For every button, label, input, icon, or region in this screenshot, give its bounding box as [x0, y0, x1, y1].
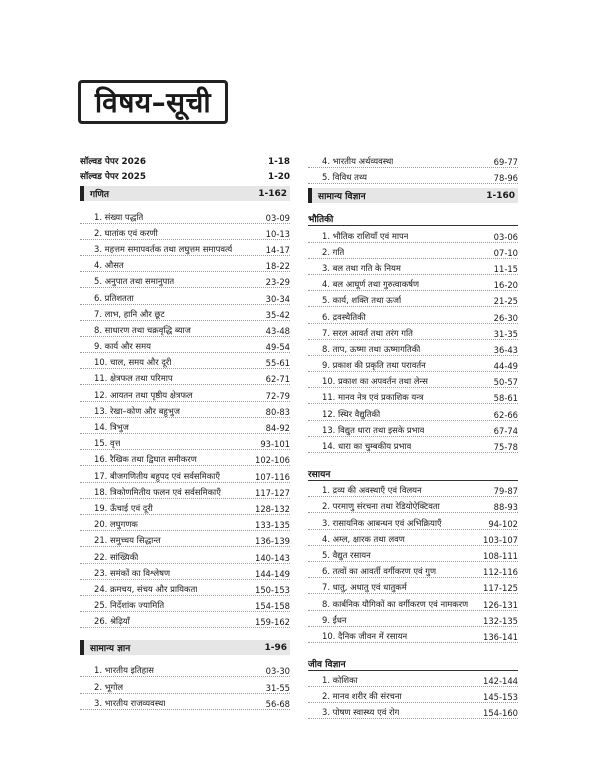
toc-topic: 2. मानव शरीर की संरचना [322, 691, 402, 702]
toc-row[interactable] [308, 703, 518, 719]
toc-topic: 3. भारतीय राजव्यवस्था [94, 697, 166, 708]
toc-topic: 14. त्रिभुज [94, 422, 129, 432]
toc-pages: 03-09 [265, 212, 290, 223]
toc-topic: 2. परमाणु संरचना तथा रेडियोऐक्टिवता [322, 501, 440, 512]
toc-pages: 30-34 [265, 293, 290, 304]
toc-row[interactable] [80, 466, 290, 482]
toc-topic: 5. वैद्युत रसायन [322, 549, 371, 560]
toc-topic: 5. कार्य, शक्ति तथा ऊर्जा [322, 295, 402, 306]
section-title: सामान्य विज्ञान [318, 192, 366, 203]
toc-row[interactable] [308, 259, 518, 275]
toc-row[interactable] [308, 562, 518, 578]
toc-row[interactable] [80, 612, 290, 628]
toc-row[interactable] [308, 611, 518, 627]
toc-row[interactable] [80, 677, 290, 693]
toc-row[interactable] [80, 385, 290, 401]
toc-row[interactable] [308, 421, 518, 437]
subsection-physics: भौतिकी [308, 209, 518, 226]
toc-row[interactable] [308, 243, 518, 259]
toc-topic: 17. बीजगणितीय बहुपद एवं सर्वसमिकाएँ [94, 470, 220, 481]
toc-row[interactable] [80, 224, 290, 240]
toc-topic: 9. प्रकाश की प्रकृति तथा परावर्तन [322, 360, 426, 371]
toc-row[interactable] [80, 256, 290, 272]
toc-topic: 1. द्रव्य की अवस्थाएँ एवं विलयन [322, 485, 422, 496]
page-title: विषय–सूची [94, 86, 212, 119]
toc-row[interactable] [80, 240, 290, 256]
toc-row[interactable] [308, 307, 518, 323]
toc-row[interactable] [308, 481, 518, 497]
toc-row[interactable] [80, 288, 290, 304]
toc-row[interactable] [80, 337, 290, 353]
toc-topic: 4. औसत [94, 260, 124, 271]
toc-topic: 11. क्षेत्रफल तथा परिमाप [94, 373, 173, 384]
paper-pages: 1-20 [267, 172, 290, 183]
toc-pages: 144-149 [255, 568, 290, 579]
toc-topic: 2. घातांक एवं करणी [94, 227, 158, 238]
toc-pages: 80-83 [265, 406, 290, 417]
toc-row[interactable] [308, 437, 518, 453]
toc-topic: 10. दैनिक जीवन में रसायन [322, 630, 408, 641]
toc-pages: 128-132 [255, 503, 290, 514]
toc-pages: 07-10 [493, 247, 518, 258]
toc-pages: 36-43 [493, 344, 518, 355]
toc-pages: 154-158 [255, 601, 290, 612]
toc-pages: 150-153 [255, 584, 290, 595]
toc-pages: 49-54 [265, 342, 290, 353]
toc-row[interactable] [80, 207, 290, 223]
toc-row[interactable] [80, 596, 290, 612]
toc-topic: 3. रासायनिक आबन्धन एवं अभिक्रियाएँ [322, 517, 442, 528]
toc-pages: 154-160 [483, 708, 518, 719]
toc-row[interactable] [80, 499, 290, 515]
toc-row[interactable] [308, 324, 518, 340]
toc-row[interactable] [308, 340, 518, 356]
toc-row[interactable] [308, 388, 518, 404]
paper-row[interactable] [80, 152, 290, 167]
toc-row[interactable] [80, 450, 290, 466]
toc-pages: 132-135 [483, 615, 518, 626]
toc-pages: 117-125 [483, 583, 518, 594]
toc-row[interactable] [308, 168, 518, 184]
toc-pages: 117-127 [255, 487, 290, 498]
paper-pages: 1-18 [267, 157, 290, 168]
toc-topic: 4. भारतीय अर्थव्यवस्था [322, 156, 394, 167]
toc-row[interactable] [80, 694, 290, 710]
toc-row[interactable] [80, 531, 290, 547]
toc-row[interactable] [80, 402, 290, 418]
toc-topic: 2. गति [322, 246, 345, 257]
toc-pages: 31-35 [493, 328, 518, 339]
toc-topic: 8. ताप, ऊष्मा तथा ऊष्मागतिकी [322, 343, 421, 354]
toc-topic: 13. रेखा–कोण और बहुभुज [94, 405, 180, 416]
toc-row[interactable] [80, 418, 290, 434]
section-title: गणित [90, 190, 110, 201]
toc-topic: 8. साधारण तथा चक्रवृद्धि ब्याज [94, 324, 191, 335]
toc-row[interactable] [308, 671, 518, 687]
toc-pages: 67-74 [493, 425, 518, 436]
toc-topic: 12. स्थिर वैद्युतिकी [322, 408, 381, 419]
section-header-gk[interactable] [80, 640, 290, 655]
section-header-science[interactable] [308, 188, 518, 203]
toc-row[interactable] [308, 226, 518, 242]
toc-pages: 43-48 [265, 325, 290, 336]
toc-row[interactable] [308, 530, 518, 546]
toc-pages: 79-87 [493, 486, 518, 497]
toc-row[interactable] [80, 305, 290, 321]
toc-row[interactable] [308, 578, 518, 594]
toc-pages: 72-79 [265, 390, 290, 401]
toc-pages: 140-143 [255, 552, 290, 563]
subsection-chemistry: रसायन [308, 464, 518, 481]
toc-row[interactable] [308, 356, 518, 372]
toc-topic: 14. धारा का चुम्बकीय प्रभाव [322, 441, 412, 451]
paper-row[interactable] [80, 167, 290, 182]
toc-row[interactable] [308, 594, 518, 610]
toc-pages: 62-71 [265, 374, 290, 385]
toc-pages: 44-49 [493, 361, 518, 372]
toc-row[interactable] [308, 275, 518, 291]
toc-pages: 10-13 [265, 228, 290, 239]
toc-pages: 55-61 [265, 358, 290, 369]
toc-row[interactable] [308, 546, 518, 562]
toc-pages: 107-116 [255, 471, 290, 482]
toc-pages: 136-141 [483, 631, 518, 642]
toc-pages: 108-111 [483, 550, 518, 561]
section-pages: 1-162 [258, 188, 287, 199]
toc-topic: 3. बल तथा गति के नियम [322, 262, 401, 273]
toc-topic: 21. समुच्चय सिद्धान्त [94, 535, 161, 546]
biology-topic-list [308, 671, 518, 720]
toc-pages: 94-102 [488, 518, 518, 529]
toc-topic: 6. प्रतिशतता [94, 292, 134, 303]
gk-continued-list [308, 152, 518, 184]
toc-topic: 7. लाभ, हानि और छूट [94, 308, 165, 319]
toc-topic: 10. चाल, समय और दूरी [94, 357, 172, 368]
toc-topic: 3. महत्तम समापवर्तक तथा लघुत्तम समापवर्त्य [94, 243, 233, 254]
toc-row[interactable] [80, 580, 290, 596]
toc-pages: 112-116 [483, 567, 518, 578]
toc-topic: 16. रैखिक तथा द्विघात समीकरण [94, 454, 197, 465]
toc-pages: 21-25 [493, 296, 518, 307]
toc-topic: 19. ऊँचाई एवं दूरी [94, 502, 153, 513]
toc-topic: 3. पोषण स्वास्थ्य एवं रोग [322, 707, 400, 718]
toc-pages: 69-77 [493, 157, 518, 168]
chemistry-topic-list [308, 481, 518, 643]
toc-pages: 88-93 [493, 502, 518, 513]
toc-row[interactable] [80, 547, 290, 563]
toc-row[interactable] [80, 434, 290, 450]
toc-topic: 20. लघुगणक [94, 519, 138, 530]
toc-topic: 24. क्रमचय, संचय और प्रायिकता [94, 583, 198, 594]
toc-pages: 133-135 [255, 520, 290, 531]
toc-row[interactable] [80, 483, 290, 499]
toc-row[interactable] [80, 564, 290, 580]
toc-topic: 6. द्रवस्थैतिकी [322, 311, 366, 322]
toc-row[interactable] [308, 152, 518, 168]
toc-topic: 11. मानव नेत्र एवं प्रकाशिक यन्त्र [322, 392, 424, 403]
toc-pages: 84-92 [265, 423, 290, 433]
toc-topic: 12. आयतन तथा पृष्ठीय क्षेत्रफल [94, 389, 193, 400]
toc-topic: 25. निर्देशांक ज्यामिति [94, 600, 165, 611]
subsection-biology: जीव विज्ञान [308, 654, 518, 671]
toc-pages: 50-57 [493, 377, 518, 388]
toc-topic: 18. त्रिकोणमितीय फलन एवं सर्वसमिकाएँ [94, 486, 221, 497]
toc-topic: 26. श्रेढ़ियाँ [94, 616, 130, 627]
toc-pages: 23-29 [265, 277, 290, 288]
section-pages: 1-160 [486, 190, 515, 201]
section-pages: 1-96 [264, 642, 287, 653]
toc-topic: 15. वृत्त [94, 438, 121, 449]
toc-topic: 2. भूगोल [94, 681, 124, 692]
toc-topic: 9. ईंधन [322, 614, 347, 625]
toc-topic: 13. विद्युत धारा तथा इसके प्रभाव [322, 424, 425, 435]
toc-pages: 78-96 [493, 173, 518, 184]
toc-topic: 22. सांख्यिकी [94, 551, 139, 562]
toc-row[interactable] [308, 291, 518, 307]
toc-topic: 7. सरल आवर्त तथा तरंग गति [322, 327, 413, 338]
toc-row[interactable] [80, 661, 290, 677]
toc-row[interactable] [308, 513, 518, 529]
toc-pages: 31-55 [265, 682, 290, 693]
toc-pages: 142-144 [483, 676, 518, 687]
toc-pages: 18-22 [265, 261, 290, 272]
right-column [308, 152, 518, 719]
toc-row[interactable] [308, 627, 518, 643]
toc-pages: 103-107 [483, 534, 518, 545]
toc-row[interactable] [80, 515, 290, 531]
toc-pages: 62-66 [493, 409, 518, 420]
toc-topic: 10. प्रकाश का अपवर्तन तथा लेन्स [322, 376, 428, 387]
toc-pages: 93-101 [260, 439, 290, 450]
toc-pages: 136-139 [255, 536, 290, 547]
toc-row[interactable] [80, 353, 290, 369]
toc-pages: 145-153 [483, 692, 518, 703]
toc-topic: 4. अम्ल, क्षारक तथा लवण [322, 533, 405, 544]
toc-pages: 159-162 [255, 617, 290, 628]
toc-pages: 58-61 [493, 393, 518, 404]
toc-pages: 102-106 [255, 455, 290, 466]
toc-pages: 26-30 [493, 312, 518, 323]
toc-topic: 1. भौतिक राशियाँ एवं मापन [322, 230, 409, 241]
toc-row[interactable] [80, 272, 290, 288]
paper-label: सॉल्वड पेपर 2026 [80, 157, 146, 168]
toc-pages: 16-20 [493, 280, 518, 291]
toc-row[interactable] [80, 369, 290, 385]
toc-pages: 03-06 [493, 231, 518, 242]
physics-topic-list [308, 226, 518, 453]
left-column [80, 152, 290, 710]
toc-topic: 8. कार्बनिक यौगिकों का वर्गीकरण एवं नामकरण [322, 598, 469, 609]
math-topic-list [80, 207, 290, 628]
toc-pages: 11-15 [493, 263, 518, 274]
section-title: सामान्य ज्ञान [90, 644, 131, 655]
toc-topic: 23. समंकों का विश्लेषण [94, 567, 171, 578]
toc-topic: 4. बल आघूर्ण तथा गुरुत्वाकर्षण [322, 279, 420, 290]
toc-topic: 5. विविध तथ्य [322, 172, 367, 183]
toc-row[interactable] [308, 497, 518, 513]
toc-topic: 7. धातु, अधातु एवं धातुकर्म [322, 582, 407, 593]
toc-pages: 14-17 [265, 244, 290, 255]
toc-topic: 5. अनुपात तथा समानुपात [94, 276, 175, 287]
toc-pages: 35-42 [265, 309, 290, 320]
gk-topic-list [80, 661, 290, 710]
paper-label: सॉल्वड पेपर 2025 [80, 172, 146, 183]
toc-pages: 03-30 [265, 666, 290, 677]
toc-topic: 1. कोशिका [322, 675, 358, 686]
toc-row[interactable] [308, 372, 518, 388]
toc-pages: 75-78 [493, 442, 518, 452]
toc-topic: 6. तत्वों का आवर्ती वर्गीकरण एवं गुण [322, 566, 437, 577]
toc-row[interactable] [308, 687, 518, 703]
toc-pages: 126-131 [483, 599, 518, 610]
toc-pages: 56-68 [265, 698, 290, 709]
toc-topic: 9. कार्य और समय [94, 341, 151, 352]
page-title-box [78, 80, 228, 124]
toc-topic: 1. संख्या पद्धति [94, 211, 144, 222]
toc-row[interactable] [308, 404, 518, 420]
toc-topic: 1. भारतीय इतिहास [94, 665, 154, 676]
section-header-math[interactable] [80, 186, 290, 201]
toc-row[interactable] [80, 321, 290, 337]
